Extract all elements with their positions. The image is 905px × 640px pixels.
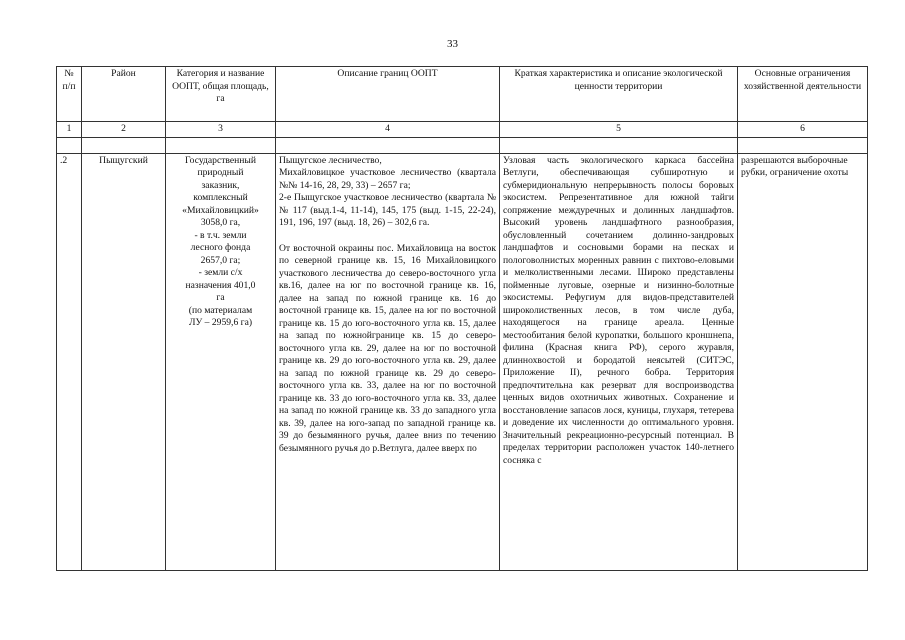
header-restrictions: Основные ограничения хозяйственной деятельности: [738, 67, 868, 122]
oopt-table: [56, 66, 868, 571]
category-line: 2657,0 га;: [200, 254, 241, 266]
category-line: комплексный: [193, 192, 248, 203]
category-line: - в т.ч. земли: [194, 229, 247, 241]
boundary-forestry: Пыщугское лесничество,: [279, 154, 382, 166]
characteristic-text: Узловая часть экологического каркаса бассейна Ветлуги, обеспечивающая субширотную и субмеридиональную непрерывность полосы боровых экосистем. Репрезентативное для южной тайги сопряжение междуречных и долинных ландшафтов. Высокий уровень ландшафтного разнообразия, обусловленный сочетанием долинно-зандровых ландшафтов и сосновыми борами на песках и пологоволнистых моренных равнин с пихтово-еловыми и мелколиственными лесами. Широко представлены пойменные луговые, озерные и низинно-болотные экосистемы. Рефугиум для видов-представителей широколиственных лесов, в том числе дуба, находящегося на границе ареала. Ценные местообитания белой куропатки, большого кроншнепа, филина (Красная книга РФ), серого журавля, длиннохвостой и бородатой неясытей (СИТЭС, Приложение II), речного бобра. Территория предпочтительна как резерват для воспроизводства ценных видов охотничьих животных. Сохранение и восстановление запасов лося, куницы, глухаря, тетерева и доведение их численности до оптимального уровня. Значительный рекреационно-ресурсный потенциал. В пределах территории расположен участок 140-летнего сосняка с: [503, 154, 734, 466]
column-number-row: [57, 122, 868, 138]
category-cell: [166, 153, 276, 570]
category-line: 3058,0 га,: [200, 217, 241, 228]
spacer-row: [57, 137, 868, 153]
category-line: природный: [197, 167, 244, 178]
table-header-row: [57, 67, 868, 122]
page-number: 33: [447, 38, 458, 50]
row-number: .2: [57, 153, 82, 570]
col-number-1: 1: [57, 122, 82, 138]
col-number-6: 6: [738, 122, 868, 138]
col-number-4: 4: [276, 122, 500, 138]
col-number-3: 3: [166, 122, 276, 138]
category-line: Государственный: [184, 154, 257, 166]
category-line: (по материалам: [188, 304, 253, 316]
category-line: заказник,: [201, 179, 240, 191]
header-characteristic: Краткая характеристика и описание экологической ценности территории: [500, 67, 738, 122]
table-row: [57, 153, 868, 570]
restrictions-cell: разрешаются выборочные рубки, ограничение охоты: [738, 153, 868, 570]
boundary-local-forestry-2: 2-е Пыщугское участковое лесничество (квартала №№ 117 (выд.1-4, 11-14), 145, 175 (выд. 1-15, 22-24), 191, 196, 197 (выд. 18, 26) – 302,6 га.: [279, 192, 496, 228]
category-line: лесного фонда: [190, 242, 251, 253]
boundaries-cell: [276, 153, 500, 570]
boundary-local-forestry-1: Михайловицкое участковое лесничество (квартала №№ 14-16, 28, 29, 33) – 2657 га;: [279, 167, 496, 191]
category-line: ЛУ – 2959,6 га): [188, 317, 253, 328]
col-number-2: 2: [82, 122, 166, 138]
characteristic-cell: [500, 153, 738, 570]
category-line: га: [216, 292, 225, 303]
category-line: назначения 401,0: [185, 279, 256, 291]
district-cell: Пыщугский: [82, 153, 166, 570]
header-number: № п/п: [57, 67, 82, 122]
col-number-5: 5: [500, 122, 738, 138]
header-district: Район: [82, 67, 166, 122]
header-category: Категория и название ООПТ, общая площадь, га: [166, 67, 276, 122]
category-line: «Михайловицкий»: [182, 204, 259, 216]
category-line: - земли с/х: [198, 267, 243, 278]
header-boundaries: Описание границ ООПТ: [276, 67, 500, 122]
boundary-description: От восточной окраины пос. Михайловица на восток по северной границе кв. 15, 16 Михайловицкого участкового лесничества до северо-восточного угла кв.16, далее на юг по восточной границе кв. 16, далее на запад по южной границе кв. 16 до восточной границе кв. 15, далее на юг по восточной границе кв. 15 до юго-восточного угла кв. 15, далее на запад по южнойгранице кв. 15 до северо-восточного угла кв. 29, далее на юг по восточной границе кв. 29 до юго-восточного угла кв. 29, далее на запад по южной границе кв. 29 до северо-восточного угла кв. 33, далее на юг по восточной границе кв. 33 до юго-восточного угла кв. 33, далее на запад по южной границе кв. 33 до западного угла кв. 39, далее на юго-запад по западной границе кв. 39 до безымянного ручья, далее вниз по течению безымянного ручья до р.Ветлуга, далее вверх по: [279, 242, 496, 454]
